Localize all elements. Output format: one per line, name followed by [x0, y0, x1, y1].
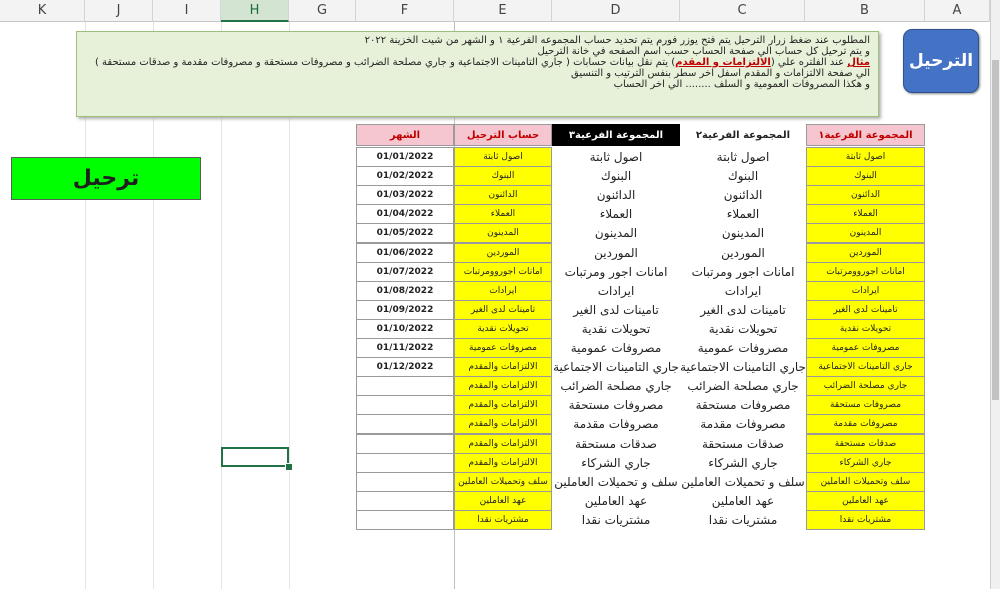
table-cell-f[interactable] — [356, 376, 454, 396]
header-group2: المجموعة الفرعية٢ — [680, 124, 806, 146]
header-group3: المجموعة الفرعية٣ — [552, 124, 680, 146]
table-cell-c[interactable]: عهد العاملين — [680, 491, 806, 511]
note-example-highlight: الالتزامات و المقدم — [675, 57, 771, 68]
table-cell-d[interactable]: عهد العاملين — [552, 491, 680, 511]
table-cell-e[interactable]: عهد العاملين — [454, 491, 552, 511]
note-line-2: و يتم ترحيل كل حساب الي صفحة الحساب حسب اسم الصفحه في خانة الترحيل — [537, 46, 870, 57]
table-cell-b[interactable]: مصروفات مستحقة — [806, 395, 925, 415]
table-cell-d[interactable]: الدائنون — [552, 185, 680, 205]
table-cell-e[interactable]: ايرادات — [454, 281, 552, 301]
table-cell-e[interactable]: الالتزامات والمقدم — [454, 453, 552, 473]
table-cell-d[interactable]: اصول ثابتة — [552, 147, 680, 167]
table-cell-c[interactable]: مشتريات نقدا — [680, 510, 806, 530]
table-cell-e[interactable]: الموردين — [454, 243, 552, 263]
table-cell-d[interactable]: سلف و تحميلات العاملين — [552, 472, 680, 492]
table-cell-b[interactable]: ايرادات — [806, 281, 925, 301]
table-cell-e[interactable]: تامينات لدى الغير — [454, 300, 552, 320]
table-cell-b[interactable]: جاري مصلحة الضرائب — [806, 376, 925, 396]
table-cell-b[interactable]: مصروفات مقدمة — [806, 414, 925, 434]
table-cell-c[interactable]: اصول ثابتة — [680, 147, 806, 167]
table-cell-d[interactable]: مصروفات مستحقة — [552, 395, 680, 415]
table-cell-e[interactable]: الالتزامات والمقدم — [454, 395, 552, 415]
table-cell-d[interactable]: جاري التامينات الاجتماعية — [552, 357, 680, 377]
table-cell-f[interactable]: 01/04/2022 — [356, 204, 454, 224]
table-cell-c[interactable]: جاري مصلحة الضرائب — [680, 376, 806, 396]
table-cell-b[interactable]: المدينون — [806, 223, 925, 243]
note-line-5: و هكذا المصروفات العمومية و السلف ........ الي اخر الحساب — [613, 79, 870, 90]
table-cell-e[interactable]: العملاء — [454, 204, 552, 224]
table-cell-e[interactable]: البنوك — [454, 166, 552, 186]
table-cell-f[interactable]: 01/09/2022 — [356, 300, 454, 320]
table-cell-b[interactable]: مشتريات نقدا — [806, 510, 925, 530]
column-header-j[interactable]: J — [85, 0, 153, 22]
table-cell-d[interactable]: تامينات لدى الغير — [552, 300, 680, 320]
table-cell-d[interactable]: مصروفات عمومية — [552, 338, 680, 358]
table-cell-e[interactable]: امانات اجوروومرتبات — [454, 262, 552, 282]
table-cell-c[interactable]: صدقات مستحقة — [680, 434, 806, 454]
note-example-label: مثال — [847, 57, 870, 68]
table-cell-c[interactable]: مصروفات مقدمة — [680, 414, 806, 434]
table-cell-f[interactable]: 01/07/2022 — [356, 262, 454, 282]
table-cell-f[interactable] — [356, 472, 454, 492]
table-cell-f[interactable] — [356, 510, 454, 530]
table-cell-e[interactable]: الدائنون — [454, 185, 552, 205]
table-cell-f[interactable]: 01/02/2022 — [356, 166, 454, 186]
table-cell-d[interactable]: امانات اجور ومرتبات — [552, 262, 680, 282]
note-line-1: المطلوب عند ضغط زرار الترحيل يتم فتح يوزر فورم يتم تحديد حساب المجموعه الفرعية ١ و الشهر من شيت الخزينة ٢٠٢٢ — [364, 35, 870, 46]
table-cell-d[interactable]: ايرادات — [552, 281, 680, 301]
table-cell-c[interactable]: ايرادات — [680, 281, 806, 301]
table-cell-c[interactable]: تحويلات نقدية — [680, 319, 806, 339]
table-cell-b[interactable]: الدائنون — [806, 185, 925, 205]
table-cell-c[interactable]: مصروفات مستحقة — [680, 395, 806, 415]
table-cell-b[interactable]: مصروفات عمومية — [806, 338, 925, 358]
table-cell-d[interactable]: جاري الشركاء — [552, 453, 680, 473]
column-header-g[interactable]: G — [289, 0, 356, 22]
table-cell-e[interactable]: الالتزامات والمقدم — [454, 434, 552, 454]
header-month: الشهر — [356, 124, 454, 146]
table-cell-b[interactable]: صدقات مستحقة — [806, 434, 925, 454]
table-cell-f[interactable]: 01/10/2022 — [356, 319, 454, 339]
table-cell-f[interactable] — [356, 395, 454, 415]
column-header-k[interactable]: K — [0, 0, 85, 22]
table-cell-d[interactable]: البنوك — [552, 166, 680, 186]
table-cell-f[interactable]: 01/08/2022 — [356, 281, 454, 301]
table-cell-d[interactable]: مصروفات مقدمة — [552, 414, 680, 434]
active-cell-selection[interactable] — [221, 447, 289, 467]
header-transfer-account: حساب الترحيل — [454, 124, 552, 146]
table-cell-b[interactable]: البنوك — [806, 166, 925, 186]
table-cell-f[interactable]: 01/01/2022 — [356, 147, 454, 167]
column-header-b[interactable]: B — [805, 0, 925, 22]
table-cell-e[interactable]: المدينون — [454, 223, 552, 243]
table-cell-c[interactable]: المدينون — [680, 223, 806, 243]
note-line-3 — [85, 57, 870, 68]
note-line-4: الي صفحة الالتزامات و المقدم اسفل اخر سطر بنفس الترتيب و التنسيق — [570, 68, 870, 79]
table-cell-c[interactable]: سلف و تحميلات العاملين — [680, 472, 806, 492]
table-cell-e[interactable]: مشتريات نقدا — [454, 510, 552, 530]
vertical-scrollbar[interactable] — [990, 0, 1000, 589]
table-cell-e[interactable]: اصول ثابتة — [454, 147, 552, 167]
table-cell-e[interactable]: مصروفات عمومية — [454, 338, 552, 358]
table-cell-f[interactable] — [356, 414, 454, 434]
transfer-button[interactable]: ترحيل — [11, 157, 201, 200]
table-cell-b[interactable]: عهد العاملين — [806, 491, 925, 511]
table-cell-f[interactable] — [356, 453, 454, 473]
column-header-f[interactable]: F — [356, 0, 454, 22]
instructions-note — [76, 31, 879, 117]
table-cell-c[interactable]: جاري الشركاء — [680, 453, 806, 473]
table-cell-e[interactable]: الالتزامات والمقدم — [454, 414, 552, 434]
table-cell-e[interactable]: تحويلات نقدية — [454, 319, 552, 339]
table-cell-c[interactable]: مصروفات عمومية — [680, 338, 806, 358]
table-cell-d[interactable]: جاري مصلحة الضرائب — [552, 376, 680, 396]
table-cell-f[interactable] — [356, 491, 454, 511]
table-cell-f[interactable]: 01/06/2022 — [356, 243, 454, 263]
column-header-i[interactable]: I — [153, 0, 221, 22]
table-cell-f[interactable]: 01/05/2022 — [356, 223, 454, 243]
table-cell-b[interactable]: الموردين — [806, 243, 925, 263]
table-cell-b[interactable]: جاري الشركاء — [806, 453, 925, 473]
table-cell-c[interactable]: امانات اجور ومرتبات — [680, 262, 806, 282]
table-cell-c[interactable]: جاري التامينات الاجتماعية — [680, 357, 806, 377]
scrollbar-thumb[interactable] — [992, 60, 999, 400]
table-cell-c[interactable]: تامينات لدى الغير — [680, 300, 806, 320]
table-cell-f[interactable]: 01/11/2022 — [356, 338, 454, 358]
header-group1: المجموعة الفرعية١ — [806, 124, 925, 146]
table-cell-b[interactable]: اصول ثابتة — [806, 147, 925, 167]
table-cell-e[interactable]: الالتزامات والمقدم — [454, 376, 552, 396]
fill-handle[interactable] — [285, 463, 293, 471]
column-header-c[interactable]: C — [680, 0, 805, 22]
table-cell-d[interactable]: مشتريات نقدا — [552, 510, 680, 530]
table-cell-f[interactable]: 01/12/2022 — [356, 357, 454, 377]
table-cell-b[interactable]: امانات اجوروومرتبات — [806, 262, 925, 282]
note-example-text-b: ) يتم نقل بيانات حسابات ( جاري التامينات الاجتماعية و جاري مصلحة الضرائب و مصروفات مستحقة و مصروفات مقدمة و صدقات مستحقة ) — [94, 57, 676, 68]
table-cell-c[interactable]: العملاء — [680, 204, 806, 224]
table-cell-d[interactable]: صدقات مستحقة — [552, 434, 680, 454]
table-cell-b[interactable]: تامينات لدى الغير — [806, 300, 925, 320]
table-cell-f[interactable]: 01/03/2022 — [356, 185, 454, 205]
table-cell-c[interactable]: البنوك — [680, 166, 806, 186]
column-header-a[interactable]: A — [925, 0, 990, 22]
table-cell-e[interactable]: سلف وتحميلات العاملين — [454, 472, 552, 492]
table-cell-b[interactable]: تحويلات نقدية — [806, 319, 925, 339]
table-cell-e[interactable]: الالتزامات والمقدم — [454, 357, 552, 377]
column-header-h[interactable]: H — [221, 0, 289, 22]
note-example-text-a: عند الفلتره علي ( — [770, 57, 848, 68]
column-header-d[interactable]: D — [552, 0, 680, 22]
transfer-shape-button[interactable]: الترحيل — [903, 29, 979, 93]
table-cell-f[interactable] — [356, 434, 454, 454]
table-cell-d[interactable]: الموردين — [552, 243, 680, 263]
table-cell-b[interactable]: العملاء — [806, 204, 925, 224]
table-cell-b[interactable]: سلف وتحميلات العاملين — [806, 472, 925, 492]
table-cell-c[interactable]: الموردين — [680, 243, 806, 263]
table-cell-d[interactable]: العملاء — [552, 204, 680, 224]
column-header-e[interactable]: E — [454, 0, 552, 22]
table-cell-d[interactable]: المدينون — [552, 223, 680, 243]
table-cell-b[interactable]: جاري التامينات الاجتماعية — [806, 357, 925, 377]
table-cell-c[interactable]: الدائنون — [680, 185, 806, 205]
table-cell-d[interactable]: تحويلات نقدية — [552, 319, 680, 339]
